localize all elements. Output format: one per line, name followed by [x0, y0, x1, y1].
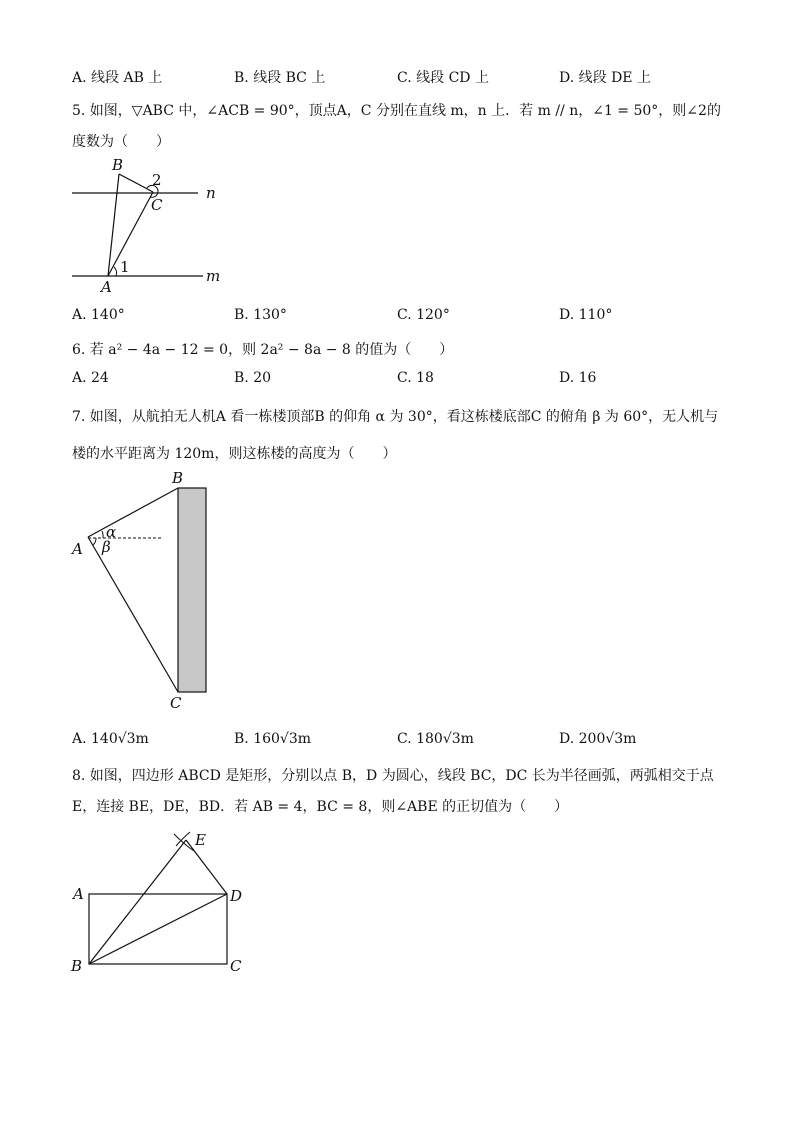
- q7-option-c: C. 180√3m: [397, 731, 474, 747]
- q5-option-a: A. 140°: [72, 307, 125, 323]
- q6-option-b: B. 20: [234, 370, 272, 386]
- q5-question-line2: 度数为（ ）: [72, 134, 170, 150]
- q5-label-angle1: 1: [120, 258, 130, 276]
- q5-label-m: m: [206, 267, 221, 285]
- q8-label-e: E: [195, 831, 206, 849]
- q5-label-b: B: [112, 156, 124, 174]
- q4-option-b: B. 线段 BC 上: [234, 70, 326, 86]
- q5-label-angle2: 2: [152, 171, 162, 189]
- q5-question-line1: 5. 如图，▽ABC 中，∠ACB = 90°，顶点A，C 分别在直线 m，n 上．若 m // n，∠1 = 50°，则∠2的: [72, 103, 721, 119]
- q8-label-b: B: [71, 957, 83, 975]
- q5-option-d: D. 110°: [559, 307, 613, 323]
- q7-question-line2: 楼的水平距离为 120m，则这栋楼的高度为（ ）: [72, 446, 397, 462]
- q8-label-a: A: [73, 885, 84, 903]
- q8-question-line1: 8. 如图，四边形 ABCD 是矩形，分别以点 B，D 为圆心，线段 BC，DC 长为半径画弧，两弧相交于点: [72, 768, 714, 784]
- q8-label-c: C: [230, 957, 242, 975]
- q4-option-d: D. 线段 DE 上: [559, 70, 651, 86]
- q5-option-b: B. 130°: [234, 307, 287, 323]
- q7-option-b: B. 160√3m: [234, 731, 312, 747]
- q6-option-d: D. 16: [559, 370, 597, 386]
- q7-label-a: A: [72, 540, 83, 558]
- q5-option-c: C. 120°: [397, 307, 450, 323]
- q5-label-a: A: [101, 278, 112, 296]
- q8-question-line2: E，连接 BE，DE，BD．若 AB = 4，BC = 8，则∠ABE 的正切值为（ ）: [72, 799, 569, 815]
- q7-label-alpha: α: [106, 523, 117, 541]
- q7-option-d: D. 200√3m: [559, 731, 637, 747]
- q8-label-d: D: [230, 887, 243, 905]
- q4-option-c: C. 线段 CD 上: [397, 70, 489, 86]
- q4-option-a: A. 线段 AB 上: [72, 70, 163, 86]
- q7-option-a: A. 140√3m: [72, 731, 149, 747]
- q7-question-line1: 7. 如图，从航拍无人机A 看一栋楼顶部B 的仰角 α 为 30°，看这栋楼底部C 的俯角 β 为 60°，无人机与: [72, 409, 719, 425]
- q5-label-c: C: [151, 196, 163, 214]
- q7-label-b: B: [172, 469, 184, 487]
- q6-option-a: A. 24: [72, 370, 109, 386]
- q5-label-n: n: [206, 184, 216, 202]
- q6-question: 6. 若 a² − 4a − 12 = 0，则 2a² − 8a − 8 的值为（ ）: [72, 342, 454, 358]
- q6-option-c: C. 18: [397, 370, 434, 386]
- q7-label-beta: β: [102, 538, 111, 556]
- q7-label-c: C: [170, 694, 182, 712]
